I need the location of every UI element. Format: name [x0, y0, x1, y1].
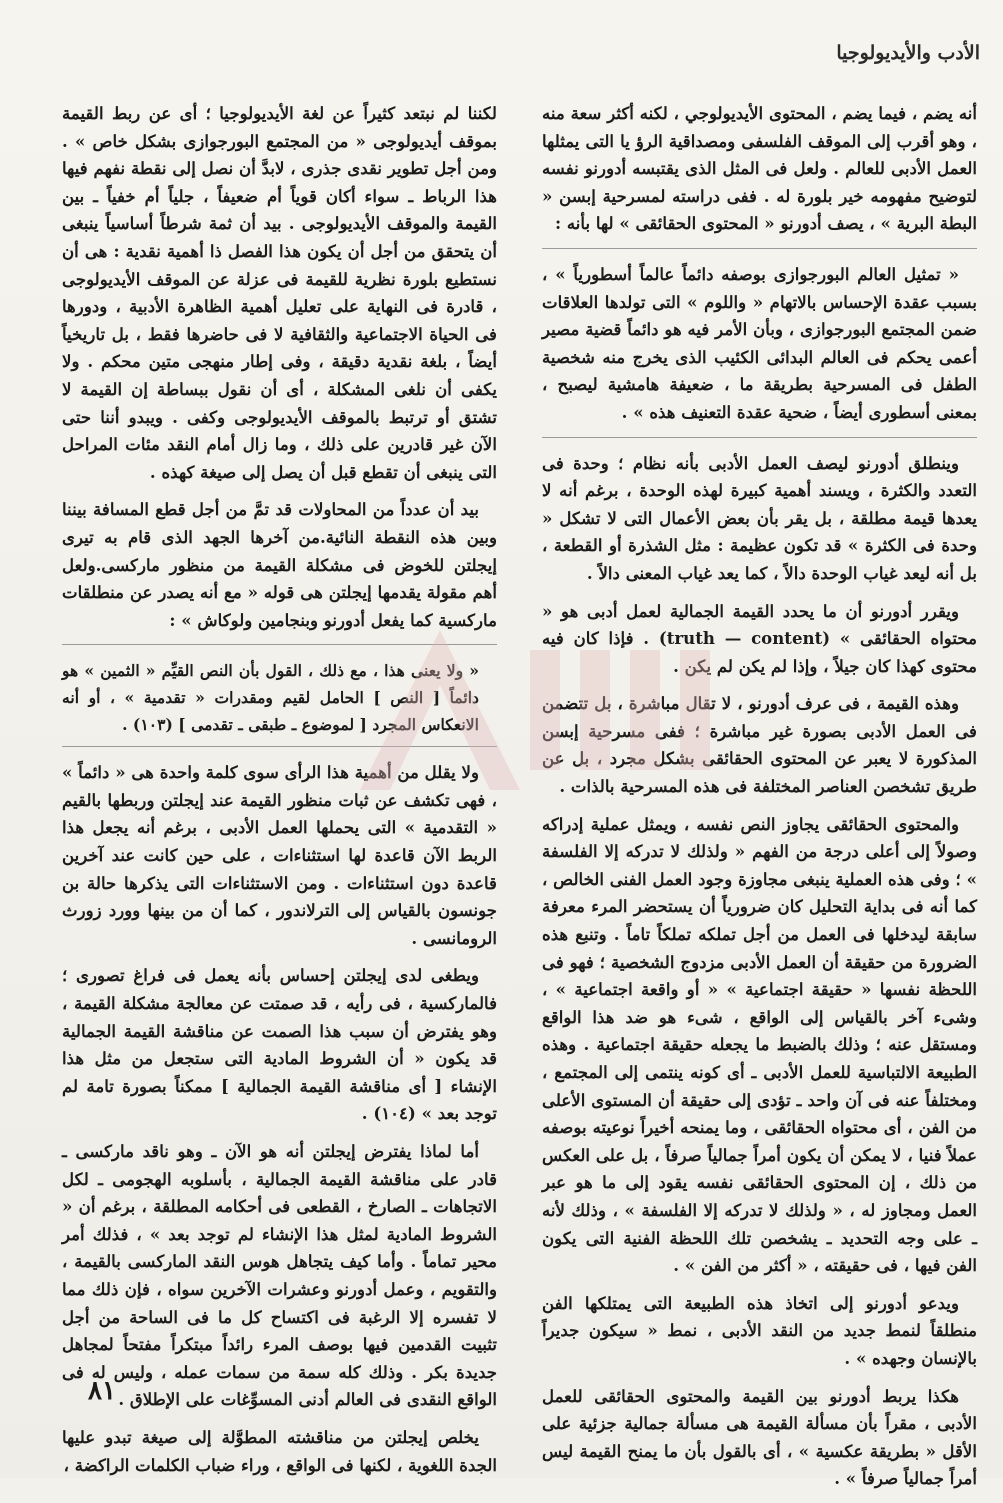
right-column — [542, 100, 977, 1503]
paragraph: وينطلق أدورنو ليصف العمل الأدبى بأنه نظام ؛ وحدة فى التعدد والكثرة ، ويسند أهمية كبيرة لهذه الوحدة ، برغم أنه لا يعدها قيمة مطلقة ، بل يقر بأن بعض الأعمال التى لا تشكل « وحدة فى الكثرة » قد تكون عظيمة : مثل الشذرة أو القطعة ، بل أنه ليعد غياب الوحدة دالاً ، كما يعد غياب المعنى دالاً . — [542, 452, 977, 583]
paragraph: بيد أن عدداً من المحاولات قد تمَّ من أجل قطع المسافة بيننا وبين هذه النقطة النائية.من آخرها الجهد الذى قام به تيرى إيجلتن للخوض فى مشكلة القيمة من منظور ماركسى.ولعل أهم مقولة يقدمها إيجلتن هى قوله « مع أنه يصدر عن منطلقات ماركسية كما يفعل أدورنو وبنجامين ولوكاش » : — [62, 499, 497, 630]
paragraph: هكذا يربط أدورنو بين القيمة والمحتوى الحقائقى للعمل الأدبى ، مقراً بأن مسألة القيمة هى مسألة جمالية جزئية على الأقل « بطريقة عكسية » ، أى بالقول بأن ما يمنح القيمة ليس أمراً جمالياً صرفاً » . — [542, 1385, 977, 1489]
paragraph: يخلص إيجلتن من مناقشته المطوَّلة إلى صيغة تبدو عليها الجدة اللغوية ، لكنها فى الواقع ، وراء ضباب الكلمات الراكضة ، — [62, 1426, 497, 1475]
divider — [62, 644, 497, 645]
left-column — [62, 100, 497, 1489]
block-quote: « ولا يعنى هذا ، مع ذلك ، القول بأن النص القيِّم « الثمين » هو دائماً [ النص ] الحامل لقيم ومقدرات « تقدمية » ، أو أنه الانعكاس المجرد [ لموضوع ـ طبقى ـ تقدمى ] (١٠٣) . — [62, 661, 479, 735]
paragraph: ويقرر أدورنو أن ما يحدد القيمة الجمالية لعمل أدبى هو « محتواه الحقائقى » (truth — content) . فإذا كان فيه محتوى كهذا كان جيلاً ، وإذا لم يكن لم يكن . — [542, 600, 977, 676]
paragraph: أنه يضم ، فيما يضم ، المحتوى الأيديولوجي ، لكنه أكثر سعة منه ، وهو أقرب إلى الموقف الفلسفى ومصداقية الرؤ يا التى يمثلها العمل الأدبى للعالم . ولعل فى المثل الذى يقتبسه أدورنو نفسه لتوضيح مفهومه خير بلورة له . ففى دراسته لمسرحية إبسن « البطة البرية » ، يصف أدورنو « المحتوى الحقائقى » لها بأنه : — [542, 103, 977, 234]
divider — [542, 248, 977, 249]
paragraph: ويدعو أدورنو إلى اتخاذ هذه الطبيعة التى يمتلكها الفن منطلقاً لنمط جديد من النقد الأدبى ، نمط « سيكون جديراً بالإنسان وجهده » . — [542, 1292, 977, 1368]
paragraph: أما لماذا يفترض إيجلتن أنه هو الآن ـ وهو ناقد ماركسى ـ قادر على مناقشة القيمة الجمالية ، بأسلوبه الهجومى ـ لكل الاتجاهات ـ الصارخ ، القطعى فى أحكامه المطلقة ، برغم أن « الشروط المادية لمثل هذا الإنشاء لم توجد بعد » ، فذلك أمر محير تماماً . وأما كيف يتجاهل هوس النقد الماركسى بالقيمة ، والتقويم ، وعمل أدورنو وعشرات الآخرين سواه ، فإن ذلك مما لا تفسره إلا الرغبة فى اكتساح كل ما فى الساحة من أجل تثبيت القدمين فيها بوصف المرء رائداً مبتكراً مفتحاً لمجاهل جديدة بكر . وذلك كله سمة من سمات عمله ، وليس له فى الواقع النقدى فى العالم أدنى المسوِّغات على الإطلاق . — [62, 1141, 497, 1410]
divider — [542, 437, 977, 438]
paragraph: والمحتوى الحقائقى يجاوز النص نفسه ، ويمثل عملية إدراكه وصولاً إلى أعلى درجة من الفهم « ولذلك لا تدركه إلا الفلسفة » ؛ وفى هذه العملية ينبغى مجاوزة وجود العمل الفنى الخالص ، كما أنه فى بداية التحليل كان ضرورياً أن يستحضر المرء معرفة سابقة ليدخلها فى العمل من أجل تملكه تملكاً تاماً . وتنبع هذه الضرورة من حقيقة أن العمل الأدبى مزدوج الشخصية ؛ فهو فى اللحظة نفسها « حقيقة اجتماعية » « أو واقعة اجتماعية » ، وشىء آخر بالقياس إلى الواقع ، شىء هو ضد هذا الواقع ومستقل عنه ؛ وذلك بالضبط ما يجعله حقيقة اجتماعية . وهذه الطبيعة الالتباسية للعمل الأدبى ـ أى كونه ينتمى إلى المجتمع ، ومختلفاً عنه فى آن واحد ـ تؤدى إلى حقيقة أن المستوى الأعلى من الفن ، أى محتواه الحقائقى ، وما يمنحه أخيراً نوعيته بوصفه عملاً فنيا ، لا يمكن أن يكون أمراً جمالياً صرفاً ، بل على العكس من ذلك ، إن المحتوى الحقائقى نفسه يقود إلى ما هو عبر العمل ومجاوز له ، « ولذلك لا تدركه إلا الفلسفة » ، وذلك لأنه ـ على وجه التحديد ـ يشخصن تلك اللحظة الفنية التى يكون الفن فيها ، فى حقيقته ، « أكثر من الفن » . — [542, 813, 977, 1276]
paragraph: وهذه القيمة ، فى عرف أدورنو ، لا تقال مباشرة ، بل تتضمن فى العمل الأدبى بصورة غير مباشرة ؛ ففى مسرحية إبسن المذكورة لا يعبر عن المحتوى الحقائقى بشكل مجرد ، بل عن طريق تشخصن العناصر المختلفة فى هذه المسرحية بالذات . — [542, 693, 977, 797]
running-header: الأدب والأيديولوجيا — [836, 42, 980, 64]
paragraph: لكننا لم نبتعد كثيراً عن لغة الأيديولوجيا ؛ أى عن ربط القيمة بموقف أيديولوجى « من المجتمع البورجوازى بشكل خاص » . ومن أجل تطوير نقدى جذرى ، لابدَّ أن نصل إلى نقطة نفهم فيها هذا الرباط ـ سواء أكان قوياً أم ضعيفاً ، جلياً أم خفياً ـ بين القيمة والموقف الأيديولوجى . بيد أن ثمة شرطاً أساسياً ينبغى أن يتحقق من أجل أن يكون هذا الفصل ذا أهمية نقدية : هى أن نستطيع بلورة نظرية للقيمة فى عزلة عن الموقف الأيديولوجى ، قادرة فى النهاية على تعليل أهمية الظاهرة الأدبية ، ودورها فى الحياة الاجتماعية والثقافية لا فى حاضرها فقط ، بل تاريخياً أيضاً ، بلغة نقدية دقيقة ، وفى إطار منهجى متين محكم . ولا يكفى أن نلغى المشكلة ، أى أن نقول ببساطة إن القيمة لا تشتق أو ترتبط بالموقف الأيديولوجى وكفى . ويبدو أننا حتى الآن غير قادرين على ذلك ، وما زال أمام النقد مئات المراحل التى ينبغى أن تقطع قبل أن يصل إلى صيغة كهذه . — [62, 103, 497, 482]
paragraph: ويطغى لدى إيجلتن إحساس بأنه يعمل فى فراغ تصورى ؛ فالماركسية ، فى رأيه ، قد صمتت عن معالجة مشكلة القيمة ، وهو يفترض أن سبب هذا الصمت عن مناقشة القيمة الجمالية قد يكون « أن الشروط المادية التى ستجعل من مثل هذا الإنشاء [ أى مناقشة القيمة الجمالية ] ممكناً بصورة تامة لم توجد بعد » (١٠٤) . — [62, 965, 497, 1124]
divider — [62, 746, 497, 747]
block-quote: « تمثيل العالم البورجوازى بوصفه دائماً عالماً أسطورياً » ، بسبب عقدة الإحساس بالاتهام « واللوم » التى تولدها العلاقات ضمن المجتمع البورجوازى ، وبأن الأمر فيه هو دائماً قضية مصير أعمى يحكم فى العالم البدائى الكئيب الذى يخرج منه شخصية الطفل فى المسرحية بطريقة ما ، ضعيفة هامشية ليصبح ، بمعنى أسطورى أيضاً ، ضحية عقدة التعنيف هذه » . — [542, 263, 977, 422]
paragraph: ولا يقلل من أهمية هذا الرأى سوى كلمة واحدة هى « دائماً » ، فهى تكشف عن ثبات منظور القيمة عند إيجلتن وربطها بالقيم « التقدمية » التى يحملها العمل الأدبى ، برغم أنه يجعل هذا الربط الآن قاعدة لها استثناءات ، على حين كانت عند آخرين قاعدة دون استثناءات . ومن الاستثناءات التى يذكرها حالة بن جونسون بالقياس إلى الترلاندور ، كما أن من بينها وورد زورث الرومانسى . — [62, 762, 497, 948]
page-number: ٨١ — [88, 1376, 116, 1406]
